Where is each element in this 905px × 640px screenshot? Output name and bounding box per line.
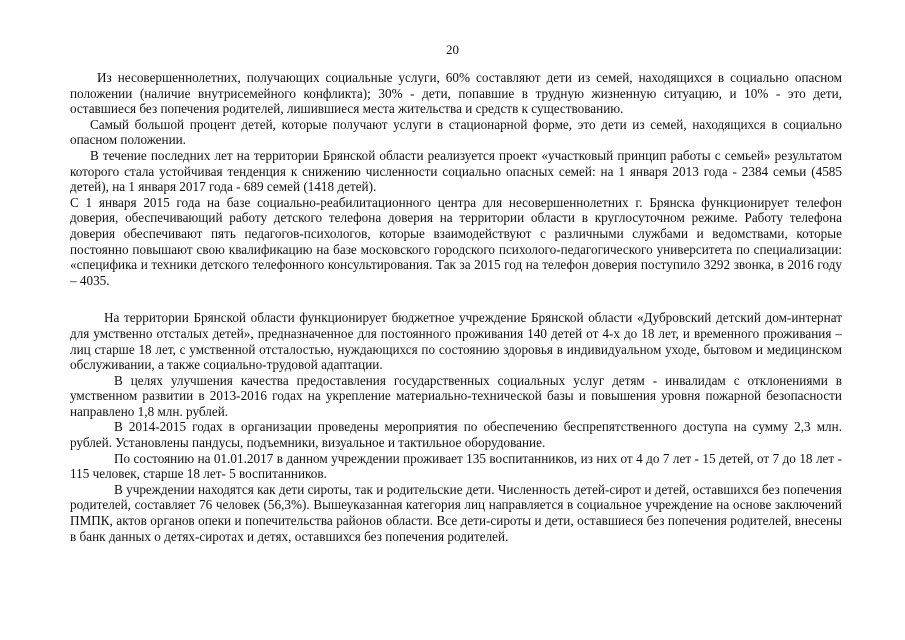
paragraph: Из несовершеннолетних, получающих социальные услуги, 60% составляют дети из семей, находящихся в социально опасном положении (наличие внутрисемейного конфликта); 30% - дети, попавшие в трудную жизненную ситуацию, и 10% - это дети, оставшиеся без попечения родителей, лишившиеся места жительства и средств к существованию. [70,70,842,117]
paragraph: В 2014-2015 годах в организации проведены мероприятия по обеспечению беспрепятственного доступа на сумму 2,3 млн. рублей. Установлены пандусы, подъемники, визуальное и тактильное оборудование. [70,419,842,451]
document-body [70,70,842,544]
paragraph: Самый большой процент детей, которые получают услуги в стационарной форме, это дети из семей, находящихся в социально опасном положении. [70,116,842,148]
paragraph: С 1 января 2015 года на базе социально-реабилитационного центра для несовершеннолетних г. Брянска функционирует телефон доверия, обеспечивающий работу детского телефона доверия на территории области в круглосуточном режиме. Работу телефона доверия обеспечивают пять педагогов-психологов, которые взаимодействуют с различными службами и ведомствами, которые постоянно повышают свою квалификацию на базе московского городского психолого-педагогического университета по специализации: «специфика и техники детского телефонного консультирования. Так за 2015 год на телефон доверия поступило 3292 звонка, в 2016 году – 4035. [70,194,842,288]
paragraph: В целях улучшения качества предоставления государственных социальных услуг детям - инвалидам с отклонениями в умственном развитии в 2013-2016 годах на укрепление материально-технической базы и повышения уровня пожарной безопасности направлено 1,8 млн. рублей. [70,372,842,419]
paragraph: В учреждении находятся как дети сироты, так и родительские дети. Численность детей-сирот и детей, оставшихся без попечения родителей, составляет 76 человек (56,3%). Вышеуказанная категория лиц направляется в социальное учреждение на основе заключений ПМПК, актов органов опеки и попечительства районов области. Все дети-сироты и дети, оставшиеся без попечения родителей, внесены в банк данных о детях-сиротах и детях, оставшихся без попечения родителей. [70,481,842,544]
paragraph: В течение последних лет на территории Брянской области реализуется проект «участковый принцип работы с семьей» результатом которого стала устойчивая тенденция к снижению численности социально опасных семей: на 1 января 2013 года - 2384 семьи (4585 детей), на 1 января 2017 года - 689 семей (1418 детей). [70,147,842,195]
page-number: 20 [446,42,459,57]
paragraph: По состоянию на 01.01.2017 в данном учреждении проживает 135 воспитанников, из них от 4 до 7 лет - 15 детей, от 7 до 18 лет - 115 человек, старше 18 лет- 5 воспитанников. [70,450,842,482]
paragraph: На территории Брянской области функционирует бюджетное учреждение Брянской области «Дубровский детский дом-интернат для умственно отсталых детей», предназначенное для постоянного проживания 140 детей от 4-х до 18 лет, и временного проживания – лиц старше 18 лет, с умственной отсталостью, нуждающихся по состоянию здоровья в индивидуальном уходе, бытовом и медицинском обслуживании, а также социально-трудовой адаптации. [70,310,842,373]
paragraph-gap [70,288,842,310]
